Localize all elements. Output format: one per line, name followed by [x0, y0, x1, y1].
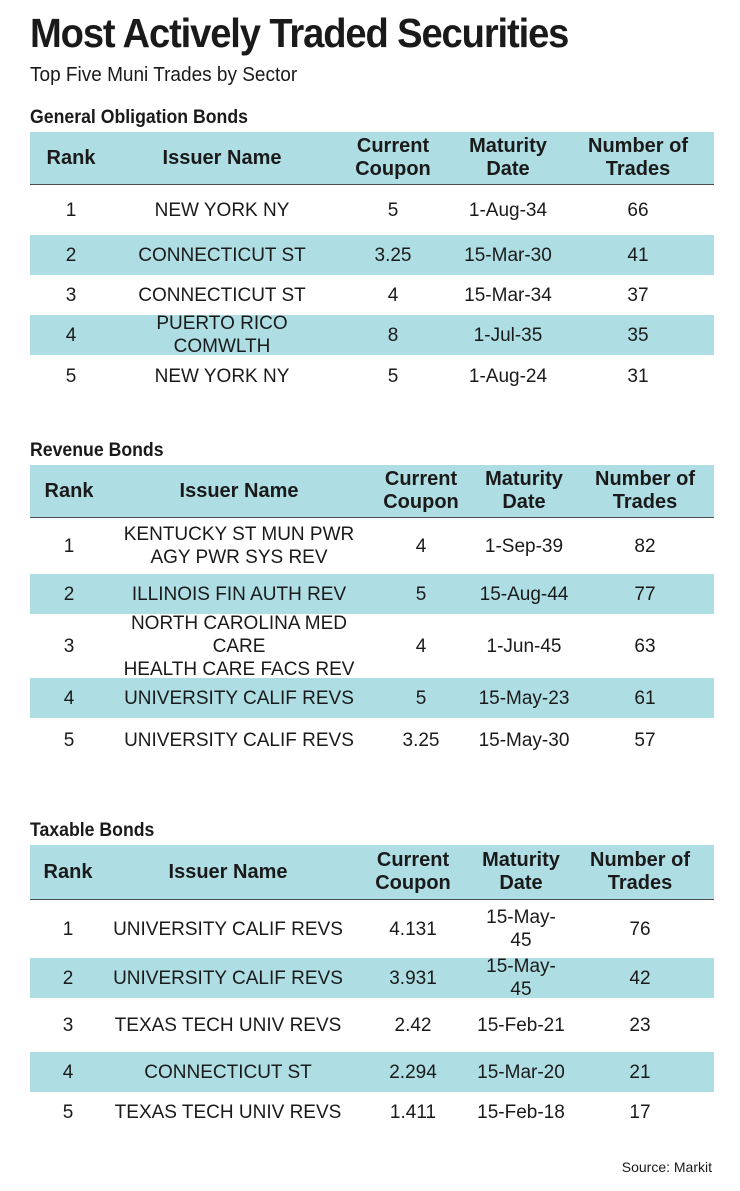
section-title: General Obligation Bonds	[30, 107, 248, 128]
section-general-obligation	[30, 106, 714, 397]
cell-trades: 21	[629, 1061, 651, 1083]
cell-rank: 2	[65, 244, 77, 266]
cell-maturity: 15-Feb-21	[477, 1014, 565, 1036]
page-subtitle: Top Five Muni Trades by Sector	[30, 64, 298, 86]
cell-trades: 42	[629, 967, 651, 989]
table-row	[30, 185, 714, 235]
cell-issuer: UNIVERSITY CALIF REVS	[124, 729, 354, 751]
cell-issuer: TEXAS TECH UNIV REVS	[114, 1101, 342, 1123]
cell-issuer: PUERTO RICO COMWLTH	[156, 313, 288, 357]
cell-rank: 1	[63, 535, 75, 557]
table-header	[30, 845, 714, 900]
table-row	[30, 678, 714, 718]
cell-rank: 5	[62, 1101, 74, 1123]
cell-trades: 66	[627, 199, 649, 221]
cell-maturity: 1-Jun-45	[486, 635, 562, 657]
header-maturity: Maturity Date	[482, 849, 560, 894]
table-row	[30, 614, 714, 678]
cell-trades: 37	[627, 284, 649, 306]
header-trades: Number of Trades	[590, 849, 690, 894]
cell-coupon: 2.42	[394, 1014, 432, 1036]
page-title: Most Actively Traded Securities	[30, 10, 569, 56]
table-header	[30, 132, 714, 185]
header-maturity: Maturity Date	[469, 135, 547, 180]
cell-trades: 63	[634, 635, 656, 657]
cell-rank: 4	[65, 324, 77, 346]
cell-issuer: CONNECTICUT ST	[144, 1061, 312, 1083]
cell-issuer: NEW YORK NY	[154, 199, 290, 221]
cell-coupon: 5	[387, 365, 399, 387]
cell-coupon: 4	[415, 635, 427, 657]
section-taxable	[30, 819, 714, 1132]
header-rank: Rank	[46, 146, 96, 169]
cell-rank: 2	[63, 583, 75, 605]
cell-issuer: UNIVERSITY CALIF REVS	[124, 687, 354, 709]
cell-coupon: 4	[387, 284, 399, 306]
table-row	[30, 998, 714, 1052]
cell-trades: 17	[629, 1101, 651, 1123]
cell-coupon: 4.131	[389, 918, 437, 940]
cell-maturity: 1-Sep-39	[484, 535, 564, 557]
section-title: Revenue Bonds	[30, 440, 164, 461]
section-title: Taxable Bonds	[30, 820, 155, 841]
cell-coupon: 8	[387, 324, 399, 346]
header-issuer: Issuer Name	[179, 479, 299, 502]
cell-trades: 77	[634, 583, 656, 605]
cell-maturity: 1-Jul-35	[473, 324, 543, 346]
cell-trades: 35	[627, 324, 649, 346]
cell-issuer: NORTH CAROLINA MED CARE HEALTH CARE FACS REV	[123, 612, 355, 680]
cell-coupon: 5	[387, 199, 399, 221]
cell-rank: 4	[62, 1061, 74, 1083]
section-revenue	[30, 439, 714, 762]
cell-coupon: 3.931	[389, 967, 437, 989]
cell-issuer: TEXAS TECH UNIV REVS	[114, 1014, 342, 1036]
cell-trades: 61	[634, 687, 656, 709]
cell-trades: 76	[629, 918, 651, 940]
cell-maturity: 15-May-45	[486, 907, 556, 951]
cell-rank: 3	[63, 635, 75, 657]
table-row	[30, 1092, 714, 1132]
cell-maturity: 15-May-30	[478, 729, 570, 751]
cell-issuer: KENTUCKY ST MUN PWR AGY PWR SYS REV	[123, 524, 355, 568]
cell-coupon: 3.25	[402, 729, 440, 751]
table-row	[30, 1052, 714, 1092]
header-rank: Rank	[43, 860, 93, 883]
cell-rank: 5	[65, 365, 77, 387]
source-note: Source: Markit	[621, 1159, 712, 1175]
cell-issuer: NEW YORK NY	[154, 365, 290, 387]
table-row	[30, 275, 714, 315]
table-row	[30, 315, 714, 355]
cell-maturity: 1-Aug-24	[468, 365, 548, 387]
cell-coupon: 5	[415, 583, 427, 605]
cell-rank: 1	[62, 918, 74, 940]
cell-coupon: 3.25	[374, 244, 412, 266]
header-coupon: Current Coupon	[383, 468, 459, 513]
cell-trades: 23	[629, 1014, 651, 1036]
header-trades: Number of Trades	[588, 135, 688, 180]
cell-trades: 41	[627, 244, 649, 266]
table-row	[30, 958, 714, 998]
table-row	[30, 235, 714, 275]
cell-issuer: ILLINOIS FIN AUTH REV	[131, 583, 347, 605]
header-coupon: Current Coupon	[375, 849, 451, 894]
cell-rank: 3	[62, 1014, 74, 1036]
table-row	[30, 518, 714, 574]
cell-maturity: 15-May-45	[486, 956, 556, 1000]
cell-issuer: CONNECTICUT ST	[138, 284, 306, 306]
table-row	[30, 900, 714, 958]
header-coupon: Current Coupon	[355, 135, 431, 180]
cell-maturity: 15-Mar-34	[464, 284, 552, 306]
header-rank: Rank	[44, 479, 94, 502]
cell-trades: 31	[627, 365, 649, 387]
cell-maturity: 1-Aug-34	[468, 199, 548, 221]
table-row	[30, 574, 714, 614]
cell-maturity: 15-Feb-18	[477, 1101, 565, 1123]
cell-trades: 57	[634, 729, 656, 751]
cell-issuer: UNIVERSITY CALIF REVS	[113, 918, 343, 940]
cell-rank: 1	[65, 199, 77, 221]
table-row	[30, 718, 714, 762]
cell-rank: 4	[63, 687, 75, 709]
cell-maturity: 15-May-23	[478, 687, 570, 709]
cell-rank: 3	[65, 284, 77, 306]
table-row	[30, 355, 714, 397]
cell-maturity: 15-Aug-44	[479, 583, 569, 605]
cell-maturity: 15-Mar-20	[477, 1061, 565, 1083]
cell-rank: 2	[62, 967, 74, 989]
cell-issuer: UNIVERSITY CALIF REVS	[113, 967, 343, 989]
header-issuer: Issuer Name	[162, 146, 282, 169]
header-issuer: Issuer Name	[168, 860, 288, 883]
cell-coupon: 4	[415, 535, 427, 557]
cell-coupon: 1.411	[389, 1101, 437, 1123]
header-maturity: Maturity Date	[485, 468, 563, 513]
cell-coupon: 5	[415, 687, 427, 709]
cell-coupon: 2.294	[389, 1061, 437, 1083]
cell-trades: 82	[634, 535, 656, 557]
header-trades: Number of Trades	[595, 468, 695, 513]
cell-rank: 5	[63, 729, 75, 751]
cell-maturity: 15-Mar-30	[464, 244, 552, 266]
table-header	[30, 465, 714, 518]
cell-issuer: CONNECTICUT ST	[138, 244, 306, 266]
